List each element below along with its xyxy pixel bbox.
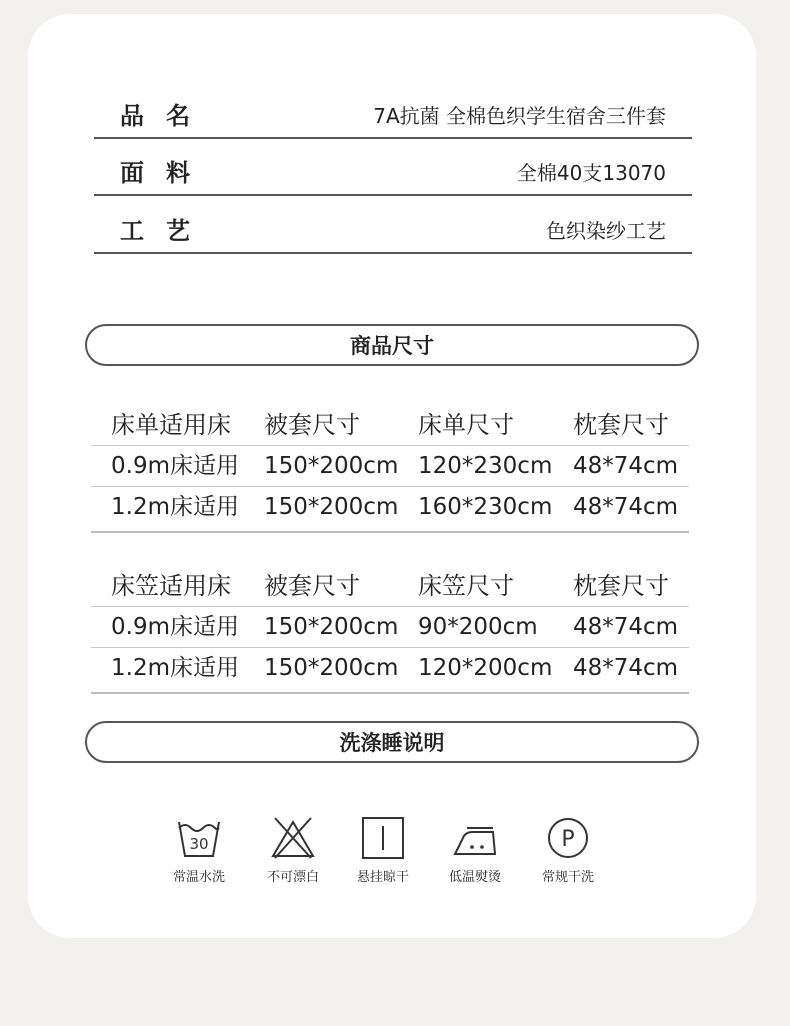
table-header-cell: 床单适用床 [111,411,231,439]
hang-dry-icon [359,816,407,860]
table-cell: 48*74cm [573,614,679,640]
table-cell: 0.9m床适用 [111,453,239,479]
size-section-header: 商品尺寸 [85,324,699,366]
care-label: 常温水洗 [172,870,225,885]
table-cell: 0.9m床适用 [111,614,239,640]
wash-temperature: 30 [189,835,209,853]
spec-value: 全棉40支13070 [516,161,666,185]
spec-row-fabric [94,138,692,196]
care-label: 低温熨烫 [448,870,501,885]
care-label: 常规干洗 [541,870,594,885]
table-header-row [91,566,689,607]
spec-label: 工艺 [120,217,212,245]
dry-clean-icon [544,816,592,860]
table-header-cell: 被套尺寸 [264,572,360,600]
dry-clean-symbol: P [561,827,575,852]
spec-row-craft [94,196,692,254]
table-header-cell: 被套尺寸 [264,411,360,439]
care-item-wash [159,816,239,885]
table-cell: 48*74cm [573,655,679,681]
sheet-size-table [91,405,689,533]
care-item-iron [435,816,515,885]
table-cell: 90*200cm [418,614,538,640]
table-cell: 1.2m床适用 [111,494,239,520]
spec-value: 色织染纱工艺 [546,219,666,243]
table-cell: 1.2m床适用 [111,655,239,681]
table-cell: 150*200cm [264,614,399,640]
iron-low-icon [451,816,499,860]
no-bleach-icon [269,816,317,860]
care-section-header: 洗涤睡说明 [85,721,699,763]
spec-label: 面料 [120,159,212,187]
table-header-cell: 枕套尺寸 [573,411,669,439]
care-item-dry-clean [528,816,608,885]
table-row [91,487,689,533]
table-row [91,446,689,487]
table-cell: 48*74cm [573,453,679,479]
spec-value: 7A抗菌 全棉色织学生宿舍三件套 [373,104,666,128]
table-row [91,607,689,648]
table-cell: 160*230cm [418,494,553,520]
table-header-row [91,405,689,446]
spec-label: 品名 [120,102,212,130]
fitted-sheet-size-table [91,566,689,694]
spec-row-name [94,81,692,139]
table-header-cell: 床单尺寸 [418,411,514,439]
care-label: 悬挂晾干 [356,870,409,885]
table-cell: 120*200cm [418,655,553,681]
table-header-cell: 床笠尺寸 [418,572,514,600]
table-row [91,648,689,694]
table-cell: 150*200cm [264,453,399,479]
table-cell: 120*230cm [418,453,553,479]
table-cell: 150*200cm [264,655,399,681]
care-item-no-bleach [253,816,333,885]
table-header-cell: 枕套尺寸 [573,572,669,600]
wash-30-icon [175,816,223,860]
table-cell: 48*74cm [573,494,679,520]
care-label: 不可漂白 [266,870,319,885]
table-header-cell: 床笠适用床 [111,572,231,600]
table-cell: 150*200cm [264,494,399,520]
care-item-hang-dry [343,816,423,885]
